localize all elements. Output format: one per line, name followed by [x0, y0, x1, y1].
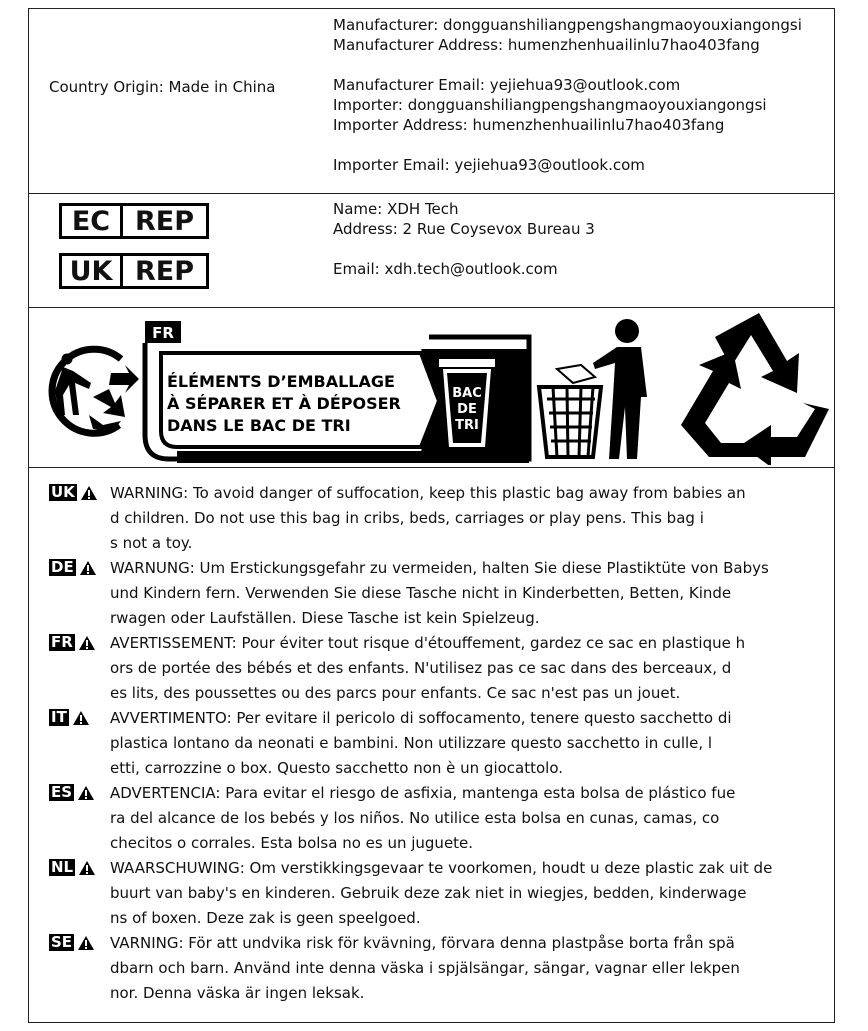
warning-fr: [29, 631, 834, 706]
warning-triangle-icon: [78, 860, 96, 876]
language-code-badge: [49, 634, 96, 651]
manufacturer-address: Manufacturer Address: humenzhenhuailinlu7hao403fang: [333, 36, 760, 54]
ec-rep-badge: [59, 203, 209, 239]
rep-email: Email: xdh.tech@outlook.com: [333, 260, 558, 278]
language-code: IT: [51, 708, 67, 726]
warning-text: VARNING: För att undvika risk för kvävning, förvara denna plastpåse borta från spä dbarn och barn. Använd inte denna väska i spjälsängar, sängar, vagnar eller lekpen nor. Denna väska är ingen leksak.: [110, 934, 740, 1002]
rep-info: [333, 199, 595, 279]
bin-line-2: DE: [457, 402, 477, 417]
importer-address: Importer Address: humenzhenhuailinlu7hao403fang: [333, 116, 725, 134]
warnings-section: [29, 467, 834, 1022]
importer-name: Importer: dongguanshiliangpengshangmaoyouxiangongsi: [333, 96, 767, 114]
warning-triangle-icon: [72, 710, 90, 726]
bin-line-3: TRI: [455, 418, 479, 433]
language-code-badge: [49, 934, 95, 951]
manufacturer-name: Manufacturer: dongguanshiliangpengshangmaoyouxiangongsi: [333, 16, 802, 34]
language-code: FR: [51, 633, 73, 651]
triman-line-3: DANS LE BAC DE TRI: [167, 416, 351, 435]
warning-nl: [29, 856, 834, 931]
warning-text: AVVERTIMENTO: Per evitare il pericolo di soffocamento, tenere questo sacchetto di plastica lontano da neonati e bambini. Non utilizzare questo sacchetto in culle, l etti, carrozzine o box. Questo sacchetto non è un giocattolo.: [110, 709, 732, 777]
warning-triangle-icon: [79, 560, 97, 576]
fr-tag: FR: [152, 324, 174, 342]
warning-es: [29, 781, 834, 856]
tidy-man-icon: [539, 319, 647, 459]
warning-triangle-icon: [80, 485, 98, 501]
warning-triangle-icon: [77, 935, 95, 951]
language-code-badge: [49, 784, 95, 801]
triman-icon: [52, 349, 139, 433]
uk-badge-left: UK: [62, 256, 123, 286]
triman-line-1: ÉLÉMENTS D’EMBALLAGE: [167, 372, 395, 391]
ec-badge-left: EC: [62, 206, 123, 236]
warning-se: [29, 931, 834, 1006]
info-tri-banner: [145, 321, 529, 463]
warning-text: WARNING: To avoid danger of suffocation, keep this plastic bag away from babies an d children. Do not use this bag in cribs, beds, carriages or play pens. This bag i s not a toy.: [110, 484, 746, 552]
warning-text: WARNUNG: Um Erstickungsgefahr zu vermeiden, halten Sie diese Plastiktüte von Babys und Kindern fern. Verwenden Sie diese Tasche nicht in Kinderbetten, Betten, Kinde rwagen oder Laufställen. Diese Tasche ist kein Spielzeug.: [110, 559, 769, 627]
warning-triangle-icon: [77, 785, 95, 801]
rep-section: [29, 193, 834, 308]
ec-badge-right: REP: [134, 205, 195, 237]
warning-uk: [29, 481, 834, 556]
language-code: UK: [51, 483, 75, 501]
bin-line-1: BAC: [452, 386, 482, 401]
product-label: [28, 8, 835, 1023]
uk-badge-right: REP: [134, 255, 195, 287]
warning-triangle-icon: [78, 635, 96, 651]
warnings-list: [29, 481, 834, 1006]
warning-de: [29, 556, 834, 631]
warning-text: AVERTISSEMENT: Pour éviter tout risque d'étouffement, gardez ce sac en plastique h ors de portée des bébés et des enfants. N'utilisez pas ce sac dans des berceaux, d es lits, des poussettes ou des parcs pour enfants. Ce sac n'est pas un jouet.: [110, 634, 746, 702]
recycling-graphics: [29, 307, 834, 465]
rep-address: Address: 2 Rue Coysevox Bureau 3: [333, 220, 595, 238]
manufacturer-info: [333, 15, 802, 175]
language-code: DE: [51, 558, 74, 576]
triman-line-2: À SÉPARER ET À DÉPOSER: [167, 394, 401, 413]
recycling-section: [29, 307, 834, 468]
rep-name: Name: XDH Tech: [333, 200, 459, 218]
language-code-badge: [49, 709, 90, 726]
language-code-badge: [49, 484, 98, 501]
recycle-icon: [681, 313, 829, 465]
warning-text: WAARSCHUWING: Om verstikkingsgevaar te voorkomen, houdt u deze plastic zak uit de buurt van baby's en kinderen. Gebruik deze zak niet in wiegjes, bedden, kinderwage ns of boxen. Deze zak is geen speelgoed.: [110, 859, 773, 927]
importer-email: Importer Email: yejiehua93@outlook.com: [333, 156, 645, 174]
manufacturer-section: [29, 9, 834, 194]
warning-it: [29, 706, 834, 781]
language-code-badge: [49, 559, 97, 576]
language-code-badge: [49, 859, 96, 876]
language-code: NL: [51, 858, 74, 876]
uk-rep-badge: [59, 253, 209, 289]
warning-text: ADVERTENCIA: Para evitar el riesgo de asfixia, mantenga esta bolsa de plástico fue ra del alcance de los bebés y los niños. No utilice esta bolsa en cunas, camas, co checitos o corrales. Esta bolsa no es un juguete.: [110, 784, 736, 852]
language-code: SE: [51, 933, 73, 951]
language-code: ES: [51, 783, 73, 801]
country-origin: Country Origin: Made in China: [49, 78, 276, 96]
manufacturer-email: Manufacturer Email: yejiehua93@outlook.com: [333, 76, 681, 94]
